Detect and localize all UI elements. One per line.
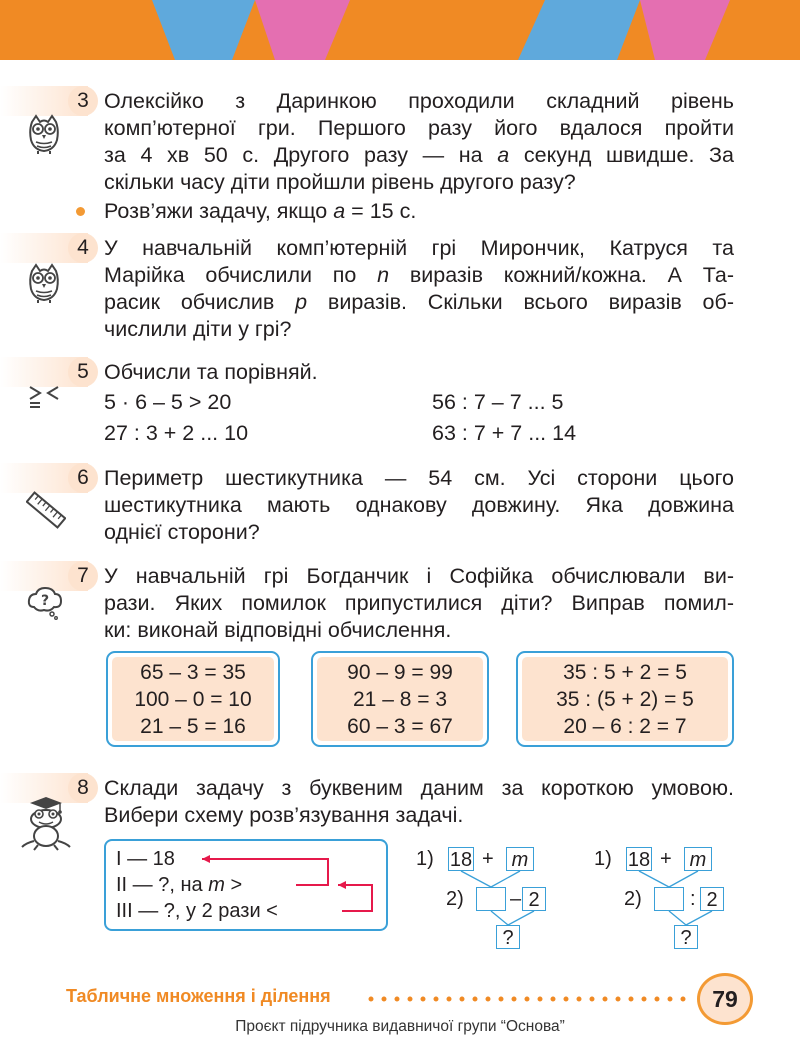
top-banner (0, 0, 800, 60)
ruler-icon (26, 491, 66, 529)
task-number: 5 (68, 357, 98, 387)
equation: 20 – 6 : 2 = 7 (563, 714, 687, 738)
task-number: 4 (68, 233, 98, 263)
equation: 65 – 3 = 35 (140, 660, 246, 684)
equation: 100 – 0 = 10 (134, 687, 252, 711)
condition-line-1: І — 18 (116, 848, 175, 870)
task-title: Обчисли та порівняй. (104, 360, 318, 384)
expression: 56 : 7 – 7 ... 5 (432, 390, 564, 414)
task-text: Склади задачу з буквеним даним за короткою умовою. Вибери схему розв’язування задачі. (104, 776, 734, 827)
equation: 21 – 5 = 16 (140, 714, 246, 738)
scheme-box: 2 (522, 887, 546, 911)
task-number: 3 (68, 86, 98, 116)
bullet-text: Розв’яжи задачу, якщо а = 15 с. (104, 199, 417, 223)
task-text: Олексійко з Даринкою проходили складний рівень комп’ютерної гри. Першого разу його вдалося пройти за 4 хв 50 с. Другого разу — на а секунд швидше. За скільки часу діти пройшли рівень другого разу? (104, 89, 734, 194)
task-text: Периметр шестикутника — 54 см. Усі сторони цього шестикутника мають однакову довжину. Яка довжина однієї сторони? (104, 466, 734, 544)
example-card (516, 651, 734, 747)
page-number: 79 (697, 973, 753, 1025)
task-number: 7 (68, 561, 98, 591)
condition-arrows (106, 841, 386, 929)
scheme-box-question: ? (496, 925, 520, 949)
scheme-box-question: ? (674, 925, 698, 949)
equation: 90 – 9 = 99 (347, 660, 453, 684)
condition-box (104, 839, 388, 931)
frog-graduate-icon (16, 795, 72, 851)
equation: 35 : 5 + 2 = 5 (563, 660, 687, 684)
scheme-box: m (506, 847, 534, 871)
expression: 63 : 7 + 7 ... 14 (432, 421, 577, 445)
expression: 27 : 3 + 2 ... 10 (104, 421, 249, 445)
example-card (106, 651, 280, 747)
section-title: Табличне множення і ділення (66, 986, 331, 1006)
scheme-2: 1) 18 + m 2) : 2 ? (594, 845, 744, 955)
task-8 (0, 773, 800, 963)
task-text: У навчальній грі Богданчик і Софійка обчислювали ви- рази. Яких помилок припустилися діти? Виправ помил- ки: виконай відповідні обчислення. (104, 564, 734, 642)
equation: 35 : (5 + 2) = 5 (556, 687, 694, 711)
example-card (311, 651, 489, 747)
svg-text:?: ? (40, 593, 50, 609)
equation: 60 – 3 = 67 (347, 714, 453, 738)
scheme-box: 18 (449, 849, 473, 871)
dotted-leader (368, 996, 686, 1002)
owl-icon (26, 263, 62, 303)
publisher-note: Проєкт підручника видавничої групи “Основа” (235, 1018, 565, 1035)
scheme-lines (416, 845, 566, 955)
task-number: 6 (68, 463, 98, 493)
condition-line-2: ІІ — ?, на m > (116, 874, 243, 896)
question-cloud-icon (26, 585, 64, 621)
scheme-lines (594, 845, 744, 955)
expression: 5 · 6 – 5 > 20 (104, 390, 232, 414)
owl-icon (26, 114, 62, 154)
bullet-dot (76, 207, 85, 216)
condition-line-3: ІІІ — ?, у 2 рази < (116, 900, 278, 922)
equation: 21 – 8 = 3 (353, 687, 447, 711)
scheme-1: 1) 18 + m 2) – 2 ? (416, 845, 566, 955)
compare-icon (26, 383, 62, 411)
task-number: 8 (68, 773, 98, 803)
scheme-box: 2 (700, 887, 724, 911)
scheme-box: 18 (627, 849, 651, 871)
scheme-box: m (684, 847, 712, 871)
task-text: У навчальній комп’ютерній грі Мирончик, Катруся та Марійка обчислили по n виразів кожний/кожна. А Та- расик обчислив p виразів. Скільки всього виразів об- числили діти у грі? (104, 236, 734, 341)
